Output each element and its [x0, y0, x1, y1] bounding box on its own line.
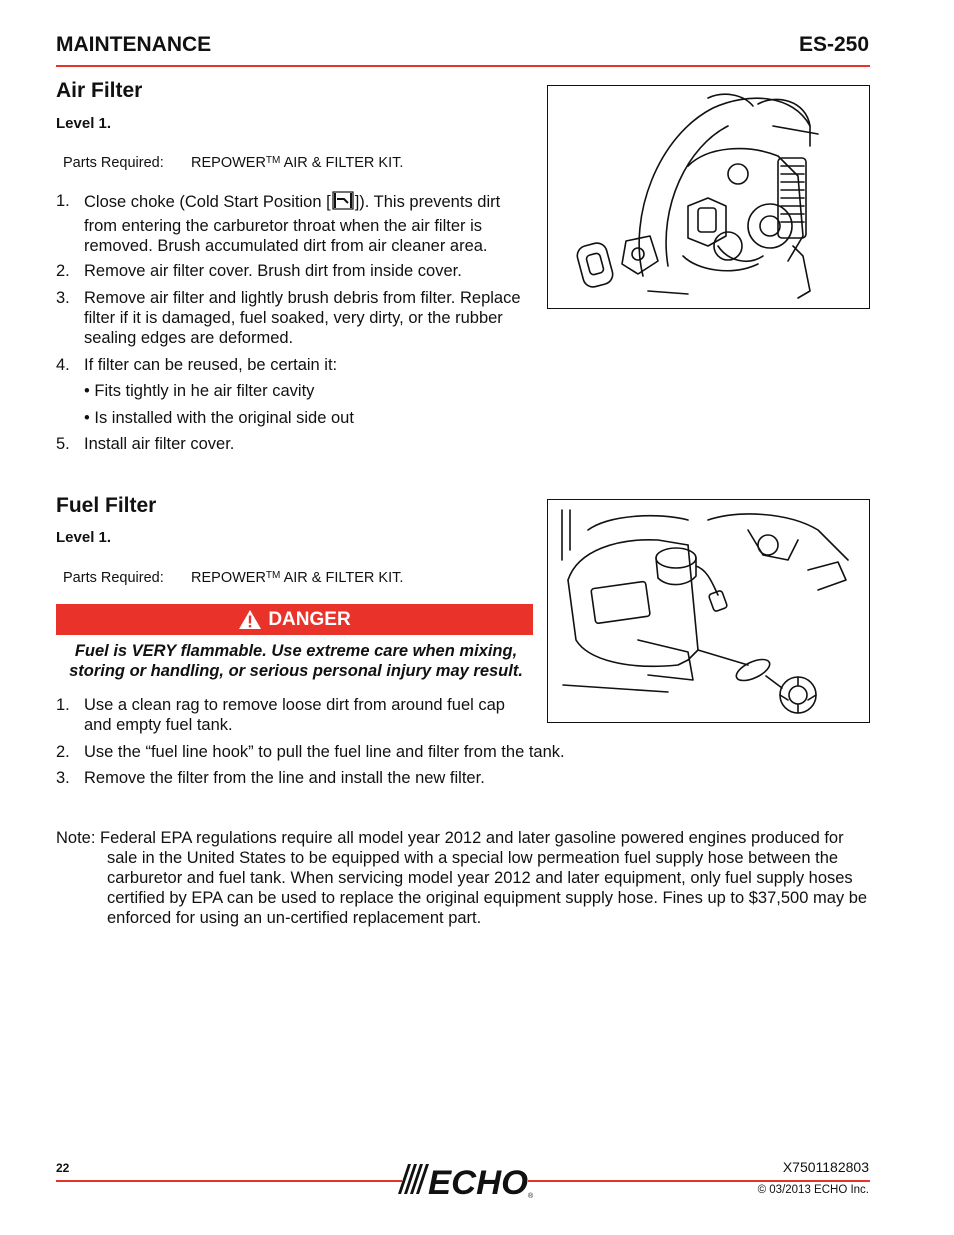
warning-triangle-icon	[238, 609, 262, 630]
fuel-tank-drawing	[548, 500, 869, 722]
footer-rule-left	[56, 1180, 402, 1182]
choke-icon	[332, 191, 354, 210]
svg-text:ECHO: ECHO	[428, 1164, 528, 1200]
air-bullet-1: • Fits tightly in he air filter cavity	[84, 382, 315, 400]
header-rule	[56, 65, 870, 67]
section-header: MAINTENANCE	[56, 33, 212, 56]
danger-label: DANGER	[268, 608, 351, 630]
air-step-4: 4. If filter can be reused, be certain it:	[56, 356, 338, 374]
air-filter-parts	[63, 155, 403, 171]
fuel-step-3: 3. Remove the filter from the line and install the new filter.	[56, 769, 485, 787]
danger-warning-text: Fuel is VERY flammable. Use extreme care when mixing, storing or handling, or serious personal injury may result.	[69, 642, 523, 680]
fuel-filter-title: Fuel Filter	[56, 494, 157, 517]
fuel-filter-illustration	[547, 499, 870, 723]
document-number: X7501182803	[782, 1159, 869, 1175]
model-number: ES-250	[798, 33, 869, 56]
echo-logo	[394, 1160, 536, 1205]
air-step-1: 1. Close choke (Cold Start Position [ ]). This prevents dirt from entering the carburetor throat when the air filter is removed. Brush accumulated dirt from air cleaner area.	[56, 192, 501, 255]
air-filter-title: Air Filter	[56, 79, 143, 102]
parts-label: Parts Required:	[63, 155, 164, 171]
air-step-3: 3. Remove air filter and lightly brush debris from filter. Replace filter if it is damaged, fuel soaked, very dirty, or the rubber sealing edges are deformed.	[56, 289, 521, 347]
parts-label: Parts Required:	[63, 570, 164, 586]
page-number: 22	[56, 1161, 70, 1175]
fuel-filter-level: Level 1.	[56, 529, 112, 546]
air-filter-illustration	[547, 85, 870, 309]
fuel-step-1: 1. Use a clean rag to remove loose dirt from around fuel cap and empty fuel tank.	[56, 696, 505, 734]
copyright: © 03/2013 ECHO Inc.	[757, 1184, 869, 1196]
air-bullet-2: • Is installed with the original side out	[84, 409, 354, 427]
danger-banner	[56, 604, 533, 635]
blower-engine-drawing	[548, 86, 869, 308]
air-filter-level: Level 1.	[56, 115, 112, 132]
footer-rule-right	[528, 1180, 870, 1182]
fuel-step-2: 2. Use the “fuel line hook” to pull the fuel line and filter from the tank.	[56, 743, 565, 761]
parts-value: REPOWER™ AIR & FILTER KIT.	[191, 570, 404, 586]
air-step-2: 2. Remove air filter cover. Brush dirt from inside cover.	[56, 262, 462, 280]
air-step-5: 5. Install air filter cover.	[56, 435, 235, 453]
fuel-filter-parts	[63, 570, 403, 586]
parts-value: REPOWER™ AIR & FILTER KIT.	[191, 155, 404, 171]
svg-text:®: ®	[528, 1193, 534, 1200]
